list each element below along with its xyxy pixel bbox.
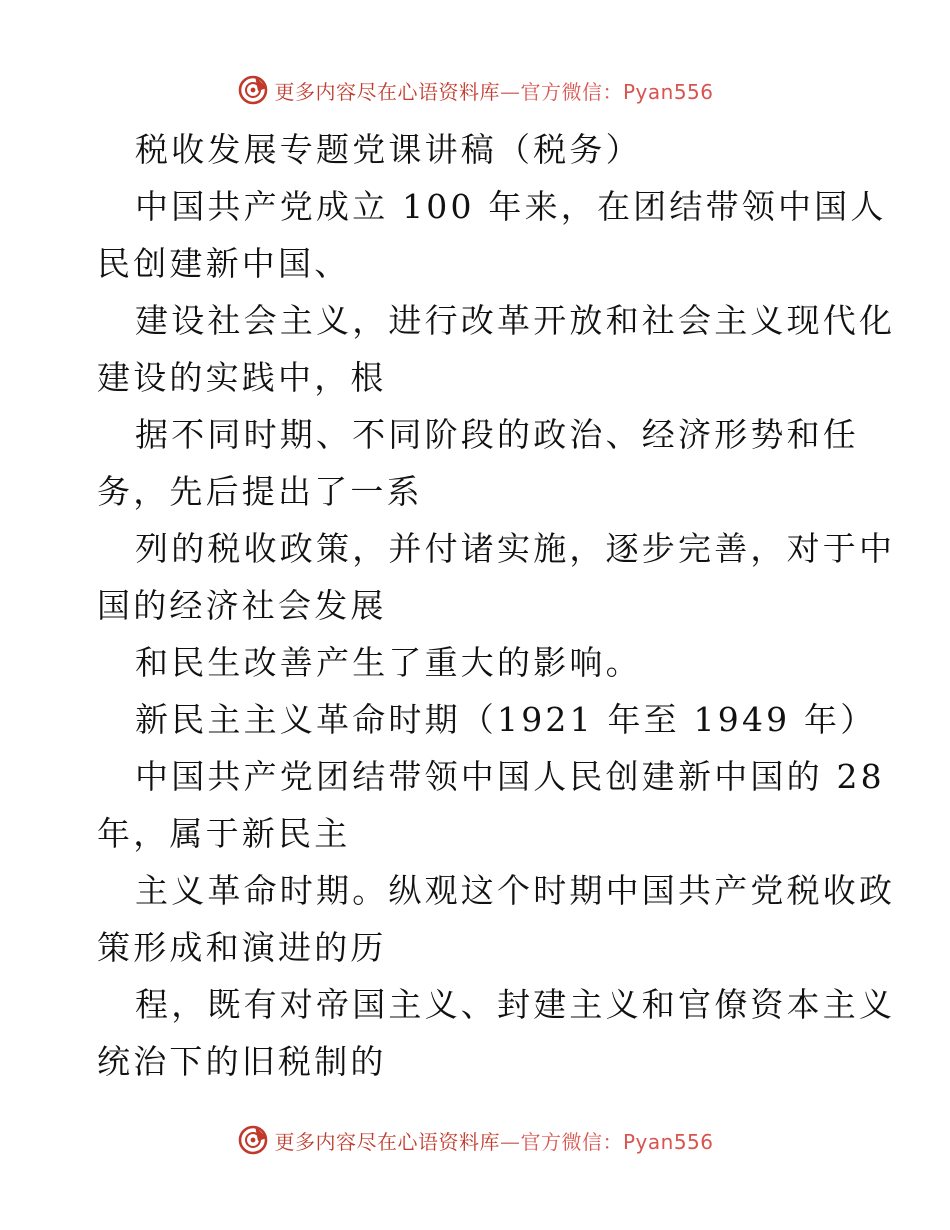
watermark-main-text: 更多内容尽在心语资料库 bbox=[274, 79, 500, 104]
watermark-dash: — bbox=[499, 1129, 521, 1154]
paragraph-line: 列的税收政策，并付诸实施，逐步完善，对于中 bbox=[135, 529, 896, 568]
paragraph-line: 策形成和演进的历 bbox=[97, 928, 387, 967]
paragraph-line: 中国共产党成立 100 年来，在团结带领中国人 bbox=[135, 187, 887, 226]
paragraph-line: 主义革命时期。纵观这个时期中国共产党税收政 bbox=[135, 871, 896, 910]
watermark-wechat-id: Pyan556 bbox=[622, 79, 714, 104]
watermark-side-text: 官方微信： bbox=[520, 1129, 623, 1154]
watermark-wechat-id: Pyan556 bbox=[622, 1129, 714, 1154]
paragraph-line: 据不同时期、不同阶段的政治、经济形势和任 bbox=[135, 415, 859, 454]
document-title: 税收发展专题党课讲稿（税务） bbox=[135, 130, 642, 169]
section-heading: 新民主主义革命时期（1921 年至 1949 年） bbox=[135, 700, 877, 739]
paragraph-line: 国的经济社会发展 bbox=[97, 586, 387, 625]
header-watermark bbox=[0, 70, 950, 110]
paragraph-line: 中国共产党团结带领中国人民创建新中国的 28 bbox=[135, 757, 885, 796]
paragraph-line: 程，既有对帝国主义、封建主义和官僚资本主义 bbox=[135, 985, 896, 1024]
paragraph-line: 统治下的旧税制的 bbox=[97, 1042, 387, 1081]
footer-watermark bbox=[0, 1120, 950, 1160]
paragraph-line: 务，先后提出了一系 bbox=[97, 472, 423, 511]
paragraph-line: 年，属于新民主 bbox=[97, 814, 351, 853]
watermark-side-text: 官方微信： bbox=[520, 79, 623, 104]
pen-nib-logo-icon bbox=[236, 73, 270, 107]
watermark-dash: — bbox=[499, 79, 521, 104]
pen-nib-logo-icon bbox=[236, 1123, 270, 1157]
paragraph-line: 建设社会主义，进行改革开放和社会主义现代化 bbox=[135, 301, 896, 340]
watermark-main-text: 更多内容尽在心语资料库 bbox=[274, 1129, 500, 1154]
paragraph-line: 建设的实践中，根 bbox=[97, 358, 387, 397]
paragraph-line: 民创建新中国、 bbox=[97, 244, 351, 283]
paragraph-line: 和民生改善产生了重大的影响。 bbox=[135, 643, 642, 682]
